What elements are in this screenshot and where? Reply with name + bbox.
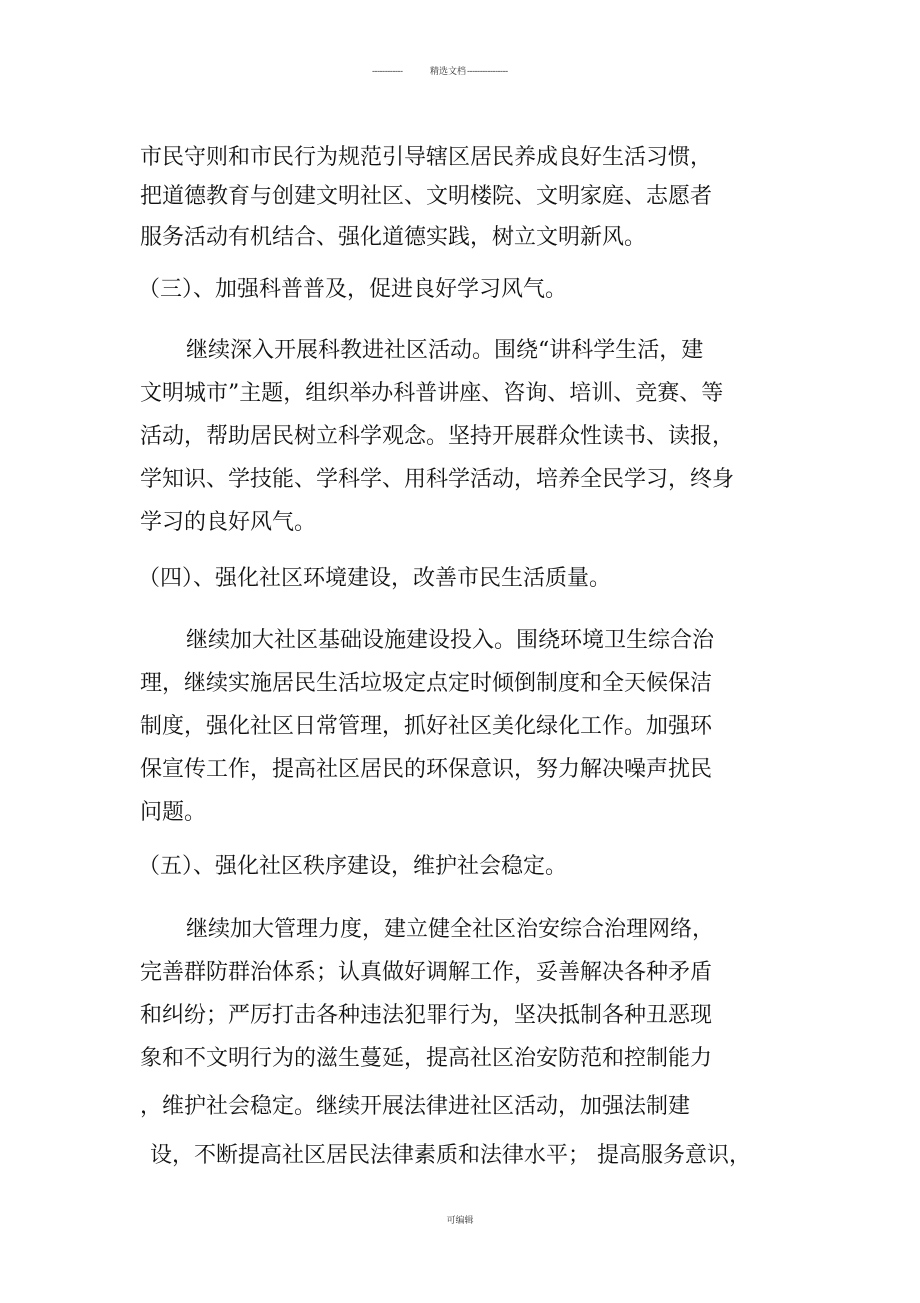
section-heading-3: （三）、加强科普普及，促进良好学习风气。 bbox=[138, 277, 568, 302]
header-dashes-left: ------------ bbox=[372, 67, 403, 77]
text-line-1: 市民守则和市民行为规范引导辖区居民养成良好生活习惯， bbox=[140, 145, 713, 170]
text-line-6: 文明城市”主题，组织举办科普讲座、咨询、培训、竞赛、等 bbox=[140, 381, 724, 406]
header-title: 精选文档 bbox=[430, 67, 467, 77]
header-dashes-right: ---------------- bbox=[467, 67, 508, 77]
text-line-3: 服务活动有机结合、强化道德实践，树立文明新风。 bbox=[140, 225, 647, 250]
text-line-17: 继续加大管理力度，建立健全社区治安综合治理网络， bbox=[186, 917, 715, 942]
text-line-13: 制度，强化社区日常管理，抓好社区美化绿化工作。加强环 bbox=[140, 714, 713, 739]
text-line-12: 理，继续实施居民生活垃圾定点定时倾倒制度和全天候保洁 bbox=[140, 671, 713, 696]
text-line-9: 学习的良好风气。 bbox=[140, 510, 317, 535]
text-line-5: 继续深入开展科教进社区活动。围绕“讲科学生活，建 bbox=[186, 338, 704, 363]
text-line-15: 问题。 bbox=[140, 800, 207, 825]
page-header bbox=[0, 64, 920, 80]
text-line-21: ，维护社会稳定。继续开展法律进社区活动，加强法制建 bbox=[140, 1094, 691, 1119]
text-line-8: 学知识、学技能、学科学、用科学活动，培养全民学习，终身 bbox=[140, 467, 735, 492]
text-line-22: 设，不断提高社区居民法律素质和法律水平； 提高服务意识， bbox=[150, 1143, 751, 1168]
text-line-20: 象和不文明行为的滋生蔓延，提高社区治安防范和控制能力 bbox=[140, 1046, 713, 1071]
section-heading-5: （五）、强化社区秩序建设，维护社会稳定。 bbox=[138, 854, 568, 879]
section-heading-4: （四）、强化社区环境建设，改善市民生活质量。 bbox=[138, 566, 612, 591]
text-line-11: 继续加大社区基础设施建设投入。围绕环境卫生综合治 bbox=[186, 628, 715, 653]
text-line-19: 和纠纷；严厉打击各种违法犯罪行为，坚决抵制各种丑恶现 bbox=[140, 1003, 713, 1028]
text-line-14: 保宣传工作，提高社区居民的环保意识，努力解决噪声扰民 bbox=[140, 757, 713, 782]
text-line-18: 完善群防群治体系；认真做好调解工作，妥善解决各种矛盾 bbox=[140, 960, 713, 985]
text-line-7: 活动，帮助居民树立科学观念。坚持开展群众性读书、读报， bbox=[140, 424, 735, 449]
text-line-2: 把道德教育与创建文明社区、文明楼院、文明家庭、志愿者 bbox=[140, 184, 713, 209]
page-footer: 可编辑 bbox=[446, 1216, 474, 1226]
